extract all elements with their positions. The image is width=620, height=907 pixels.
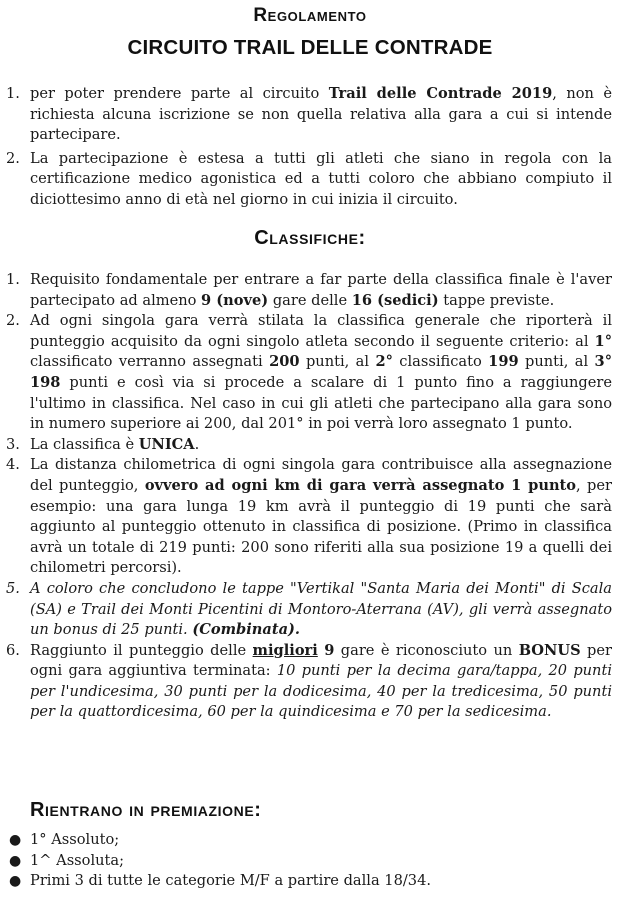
classifica-item: [0, 579, 612, 641]
item-text: tappe previste.: [438, 291, 555, 309]
item-italic: 10 punti per la decima gara/tappa, 20 punti per l'undicesima, 30 punti per la dodicesima, 40 per la tredicesima, 50 punti per la quattordicesima, 60 per la quindicesima e 70 per la sedicesima.: [30, 662, 612, 721]
item-bold: 3° 198: [30, 353, 612, 391]
classifica-item: [0, 270, 612, 311]
item-text: La classifica è: [30, 435, 139, 453]
item-bold: 2°: [375, 353, 393, 371]
item-bold-underline: migliori: [252, 641, 318, 659]
item-text: per ogni gara aggiuntiva terminata:: [30, 641, 613, 680]
rule-text: La partecipazione è estesa a tutti gli atleti che siano in regola con la certificazione medico agonistica ed a tutti coloro che abbiano compiuto il diciottesimo anno di età nel giorno in cui inizia il circuito.: [30, 149, 612, 208]
item-text: classificato verranno assegnati: [30, 353, 270, 371]
premiazione-text: 1^ Assoluta;: [30, 851, 125, 869]
premiazione-item: [0, 851, 612, 872]
title-regolamento: Regolamento: [253, 5, 367, 26]
item-text: Raggiunto il punteggio delle: [30, 641, 253, 659]
classifica-item: [0, 311, 612, 435]
item-text: classificato: [392, 353, 489, 371]
list-number: 2.: [6, 149, 20, 167]
list-number: 1.: [6, 271, 20, 288]
premiazione-text: Primi 3 di tutte le categorie M/F a partire dalla 18/34.: [30, 872, 431, 890]
list-number: 5.: [6, 579, 20, 597]
classifica-item: [0, 641, 612, 723]
item-bold: 1°: [594, 332, 612, 350]
list-number: 2.: [6, 312, 20, 330]
item-text: A coloro che concludono le tappe "Vertikal "Santa Maria dei Monti" di Scala (SA) e Trail dei Monti Picentini di Montoro-Aterrana (AV), gli verrà assegnato un bonus di 25 punti.: [30, 579, 612, 639]
rule-item: [0, 149, 612, 211]
item-text: punti e così via si procede a scalare di 1 punto fino a raggiungere l'ultimo in classifica. Nel caso in cui gli atleti che partecipano alla gara sono in numero superiore ai 200, dal 201° in poi verrà loro assegnato 1 punto.: [30, 373, 612, 433]
classifica-item: [0, 455, 612, 579]
bullet-icon: ●: [9, 873, 22, 890]
item-bold: 9 (nove): [201, 291, 269, 309]
section-heading-classifiche: Classifiche:: [254, 227, 366, 249]
item-bold: 9: [324, 641, 335, 659]
section-heading-rientrano: Rientrano in premiazione:: [30, 799, 262, 821]
item-bold: 200: [269, 353, 300, 371]
rules-list: [0, 84, 612, 214]
title-circuito: CIRCUITO TRAIL DELLE CONTRADE: [127, 36, 493, 59]
item-text: punti, al: [518, 353, 595, 371]
item-bold: UNICA: [138, 435, 195, 453]
premiazione-text: 1° Assoluto;: [30, 831, 120, 848]
rule-bold: Trail delle Contrade 2019: [328, 85, 553, 102]
classifiche-list: [0, 270, 612, 723]
item-text: Requisito fondamentale per entrare a far parte della classifica finale è l'aver partecipato ad almeno: [30, 271, 612, 309]
bullet-icon: ●: [9, 852, 22, 869]
item-text: La distanza chilometrica di ogni singola gara contribuisce alla assegnazione del punteggio,: [30, 456, 612, 494]
premiazione-item: [0, 871, 612, 892]
item-text: gare delle: [268, 291, 352, 309]
rule-text: , non è richiesta alcuna iscrizione se non quella relativa alla gara a cui si intende partecipare.: [30, 85, 612, 144]
list-number: 1.: [6, 85, 20, 102]
rule-text: per poter prendere parte al circuito: [30, 85, 329, 102]
premiazione-list: [0, 830, 612, 892]
item-bold: BONUS: [518, 641, 581, 659]
item-text: Ad ogni singola gara verrà stilata la classifica generale che riporterà il punteggio acquisito da ogni singolo atleta secondo il seguente criterio: al: [30, 312, 612, 350]
list-number: 6.: [6, 641, 20, 659]
list-number: 4.: [6, 456, 20, 474]
bullet-icon: ●: [9, 832, 22, 848]
rule-item: [0, 84, 612, 146]
item-text: .: [194, 435, 200, 453]
list-number: 3.: [6, 435, 20, 453]
item-bold: 199: [488, 353, 519, 371]
item-text: punti, al: [299, 353, 376, 371]
item-text: , per esempio: una gara lunga 19 km avrà il punteggio di 19 punti che sarà aggiunto al punteggio ottenuto in classifica di posizione. (Primo in classifica avrà un totale di 219 punti: 200 sono riferiti alla sua posizione 19 a quelli dei chilometri percorsi).: [30, 476, 613, 577]
premiazione-item: [0, 830, 612, 851]
item-bold: 16 (sedici): [351, 291, 439, 309]
item-bold: ovvero ad ogni km di gara verrà assegnato 1 punto: [144, 476, 577, 494]
item-text: gare è riconosciuto un: [334, 641, 519, 659]
item-bold: (Combinata).: [192, 621, 301, 639]
classifica-item: [0, 435, 612, 456]
